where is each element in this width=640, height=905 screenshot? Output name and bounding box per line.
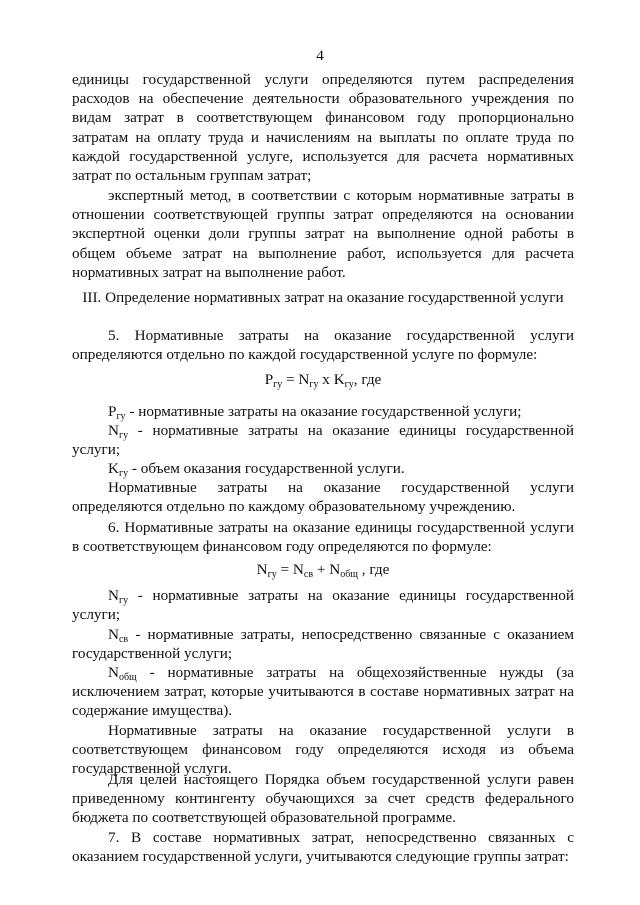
continuation-text: единицы государственной услуги определяются путем распределения расходов на обеспечение деятельности образовательного учреждения по видам затрат в соответствующем финансовом году пропорционально затратам на оплату труда и начислениям на выплаты по оплате труда по каждой государственной услуге, используется для расчета нормативных затрат по остальным группам затрат; [72, 71, 574, 185]
formula-2-N3-sub: общ [340, 569, 358, 580]
formula-1-times: x [318, 371, 334, 388]
definition-n-obsh [72, 663, 574, 721]
def-1-symbol: P [108, 403, 117, 420]
formula-2-plus: + [313, 561, 330, 578]
formula-2-N2-sub: св [303, 569, 314, 580]
continuation-paragraph [72, 70, 574, 185]
paragraph-5-end [72, 478, 574, 516]
def-2-text: - нормативные затраты на оказание единицы государственной услуги; [72, 422, 574, 459]
formula-1-N: N [298, 371, 310, 388]
expert-method-paragraph [72, 186, 574, 282]
paragraph-6 [72, 518, 574, 556]
formula-2-eq: = [276, 561, 293, 578]
formula-2-tail: , где [357, 561, 390, 578]
paragraph-5-end-text: Нормативные затраты на оказание государственной услуги определяются отдельно по каждому образовательному учреждению. [72, 479, 574, 516]
def-1-sub: гу [116, 411, 126, 422]
paragraph-6-text: 6. Нормативные затраты на оказание единицы государственной услуги в соответствующем финансовом году определяются по формуле: [72, 519, 574, 556]
def-3-text: - объем оказания государственной услуги. [128, 460, 405, 477]
formula-2-N3: N [329, 561, 341, 578]
def-1-text: - нормативные затраты на оказание государственной услуги; [125, 403, 522, 420]
def-3-symbol: K [108, 460, 119, 477]
formula-1-K-sub: гу [344, 379, 354, 390]
def-5-sub: св [118, 634, 129, 645]
def-4-text: - нормативные затраты на оказание единицы государственной услуги; [72, 587, 574, 624]
paragraph-5-text: 5. Нормативные затраты на оказание государственной услуги определяются отдельно по каждой государственной услуге по формуле: [72, 327, 574, 364]
formula-1-P: P [264, 371, 274, 388]
formula-1 [72, 370, 574, 389]
def-4-symbol: N [108, 587, 119, 604]
def-6-sub: общ [118, 672, 137, 683]
formula-2 [72, 560, 574, 579]
def-2-symbol: N [108, 422, 119, 439]
expert-method-text: экспертный метод, в соответствии с которым нормативные затраты в отношении соответствующей группы затрат определяются на основании экспертной оценки доли группы затрат на выполнение одной работы в общем объеме затрат на выполнение работ, используется для расчета нормативных затрат на выполнение работ. [72, 187, 574, 281]
formula-2-N: N [256, 561, 268, 578]
def-4-sub: гу [118, 595, 129, 606]
formula-2-N2: N [292, 561, 304, 578]
paragraph-5 [72, 326, 574, 364]
def-2-sub: гу [118, 430, 129, 441]
formula-1-tail: , где [353, 371, 382, 388]
section-heading: III. Определение нормативных затрат на оказание государственной услуги [82, 289, 564, 306]
def-5-text: - нормативные затраты, непосредственно связанные с оказанием государственной услуги; [72, 626, 574, 663]
definition-n-gu-2 [72, 586, 574, 624]
paragraph-6-c-text: Для целей настоящего Порядка объем государственной услуги равен приведенному контингенту обучающихся за счет средств федерального бюджета по соответствующей образовательной программе. [72, 771, 574, 827]
formula-1-K: K [333, 371, 345, 388]
paragraph-6-c [72, 770, 574, 828]
definition-k-gu [72, 459, 574, 478]
paragraph-7 [72, 828, 574, 866]
formula-1-eq: = [282, 371, 299, 388]
paragraph-7-text: 7. В составе нормативных затрат, непосредственно связанных с оказанием государственной услуги, учитываются следующие группы затрат: [72, 829, 574, 866]
definition-p-gu [72, 402, 574, 421]
paragraph-6-b-text: Нормативные затраты на оказание государственной услуги в соответствующем финансовом году определяются исходя из объема государственной услуги. [72, 722, 574, 778]
formula-1-N-sub: гу [309, 379, 319, 390]
formula-2-N-sub: гу [267, 569, 277, 580]
definition-n-sv [72, 625, 574, 663]
def-3-sub: гу [118, 468, 129, 479]
def-6-text: - нормативные затраты на общехозяйственные нужды (за исключением затрат, которые учитываются в составе нормативных затрат на содержание имущества). [72, 664, 574, 720]
page-number: 4 [316, 47, 324, 64]
section-heading-block [72, 288, 574, 307]
def-5-symbol: N [108, 626, 119, 643]
definition-n-gu [72, 421, 574, 459]
formula-1-P-sub: гу [273, 379, 283, 390]
def-6-symbol: N [108, 664, 119, 681]
